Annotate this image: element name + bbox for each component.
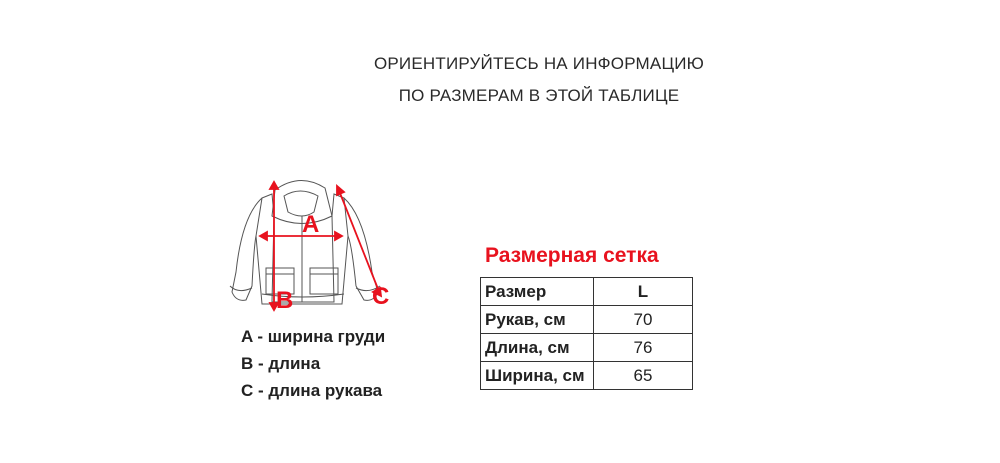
measurement-legend [241, 323, 385, 404]
table-row [481, 362, 693, 390]
legend-item-a: A - ширина груди [241, 327, 386, 346]
row-value-cell: 65 [594, 362, 693, 390]
row-label-cell: Рукав, см [481, 306, 594, 334]
row-label-cell: Длина, см [481, 334, 594, 362]
table-header-row [481, 278, 693, 306]
size-chart-title: Размерная сетка [485, 244, 659, 267]
header-size-cell: L [594, 278, 693, 306]
marker-a: A [302, 211, 320, 238]
table-row [481, 306, 693, 334]
legend-item-b: B - длина [241, 354, 321, 373]
size-table [480, 277, 693, 390]
header-label-cell: Размер [481, 278, 594, 306]
jacket-outline [230, 180, 380, 304]
instruction-header [0, 48, 1000, 112]
marker-b: B [276, 287, 294, 314]
legend-item-c: C - длина рукава [241, 381, 383, 400]
row-value-cell: 76 [594, 334, 693, 362]
instruction-line-1: ОРИЕНТИРУЙТЕСЬ НА ИНФОРМАЦИЮ [373, 54, 705, 73]
row-label-cell: Ширина, см [481, 362, 594, 390]
row-value-cell: 70 [594, 306, 693, 334]
jacket-measurement-diagram [222, 176, 402, 316]
marker-c: C [372, 283, 390, 310]
instruction-line-2: ПО РАЗМЕРАМ В ЭТОЙ ТАБЛИЦЕ [398, 86, 680, 105]
table-row [481, 334, 693, 362]
